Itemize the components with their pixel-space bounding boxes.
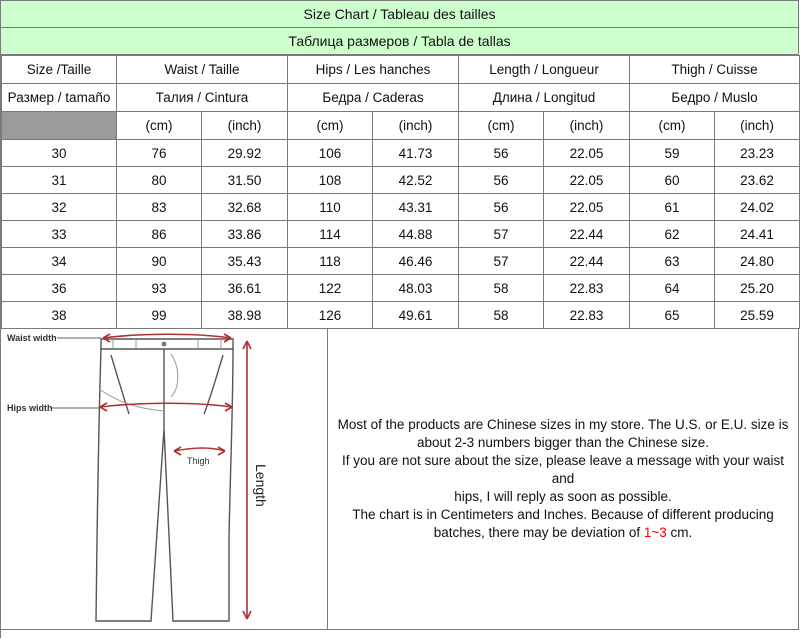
waist-arrow-icon (103, 334, 231, 342)
length-label: Length (253, 464, 269, 507)
size-notes (328, 329, 798, 629)
table-cell: 24.41 (715, 221, 800, 248)
hips-header: Hips / Les hanches (288, 56, 459, 84)
table-cell: 86 (117, 221, 202, 248)
table-cell: 126 (288, 302, 373, 329)
table-cell: 22.05 (544, 194, 630, 221)
table-cell: 38.98 (202, 302, 288, 329)
table-cell: 32.68 (202, 194, 288, 221)
table-cell: 31.50 (202, 167, 288, 194)
header-row-1 (2, 56, 800, 84)
table-cell: 24.02 (715, 194, 800, 221)
title-line-2: Таблица размеров / Tabla de tallas (1, 28, 799, 55)
table-row (2, 167, 800, 194)
table-cell: 93 (117, 275, 202, 302)
note-line: Most of the products are Chinese sizes in my store. The U.S. or E.U. size is (337, 417, 789, 432)
length-header-alt: Длина / Longitud (459, 84, 630, 112)
table-cell: 62 (630, 221, 715, 248)
table-cell: 61 (630, 194, 715, 221)
thigh-unit-cm: (cm) (630, 112, 715, 140)
table-cell: 59 (630, 140, 715, 167)
table-cell: 48.03 (373, 275, 459, 302)
table-row (2, 140, 800, 167)
table-cell: 106 (288, 140, 373, 167)
table-row (2, 221, 800, 248)
size-cell: 36 (2, 275, 117, 302)
table-row (2, 194, 800, 221)
bottom-section (1, 329, 799, 630)
table-cell: 22.83 (544, 275, 630, 302)
thigh-unit-inch: (inch) (715, 112, 800, 140)
table-cell: 36.61 (202, 275, 288, 302)
hips-unit-inch: (inch) (373, 112, 459, 140)
pants-measurement-diagram (1, 329, 328, 629)
thigh-arrow-icon (174, 447, 225, 455)
note-line: hips, I will reply as soon as possible. (454, 489, 672, 504)
thigh-label: Thigh (187, 456, 210, 466)
table-cell: 80 (117, 167, 202, 194)
deviation-value: 1~3 (643, 525, 667, 540)
table-cell: 23.62 (715, 167, 800, 194)
size-cell: 38 (2, 302, 117, 329)
table-cell: 83 (117, 194, 202, 221)
header-row-2 (2, 84, 800, 112)
table-cell: 22.83 (544, 302, 630, 329)
unit-row (2, 112, 800, 140)
grey-unit-cell (2, 112, 117, 140)
size-table (1, 55, 800, 329)
table-cell: 76 (117, 140, 202, 167)
button-icon (162, 342, 167, 347)
note-line: The chart is in Centimeters and Inches. Because of different producing (352, 507, 774, 522)
table-cell: 41.73 (373, 140, 459, 167)
table-cell: 90 (117, 248, 202, 275)
table-cell: 108 (288, 167, 373, 194)
table-cell: 99 (117, 302, 202, 329)
pants-outline (96, 339, 233, 621)
waist-unit-cm: (cm) (117, 112, 202, 140)
thigh-header: Thigh / Cuisse (630, 56, 800, 84)
note-line: about 2-3 numbers bigger than the Chinese size. (417, 435, 709, 450)
table-row (2, 275, 800, 302)
note-line: If you are not sure about the size, please leave a message with your waist and (342, 453, 784, 486)
waist-header-alt: Талия / Cintura (117, 84, 288, 112)
note-line-deviation (332, 524, 794, 542)
table-row (2, 248, 800, 275)
size-header: Size /Taille (2, 56, 117, 84)
table-cell: 56 (459, 140, 544, 167)
table-cell: 25.59 (715, 302, 800, 329)
table-cell: 63 (630, 248, 715, 275)
length-arrow-icon (243, 341, 251, 619)
table-cell: 49.61 (373, 302, 459, 329)
table-cell: 33.86 (202, 221, 288, 248)
table-cell: 35.43 (202, 248, 288, 275)
title-line-1: Size Chart / Tableau des tailles (1, 1, 799, 28)
table-row (2, 302, 800, 329)
table-cell: 65 (630, 302, 715, 329)
table-cell: 57 (459, 221, 544, 248)
thigh-header-alt: Бедро / Muslo (630, 84, 800, 112)
table-cell: 60 (630, 167, 715, 194)
table-cell: 56 (459, 194, 544, 221)
length-unit-inch: (inch) (544, 112, 630, 140)
table-cell: 56 (459, 167, 544, 194)
table-cell: 57 (459, 248, 544, 275)
size-header-alt: Размер / tamaño (2, 84, 117, 112)
table-cell: 64 (630, 275, 715, 302)
waist-unit-inch: (inch) (202, 112, 288, 140)
table-cell: 110 (288, 194, 373, 221)
table-cell: 44.88 (373, 221, 459, 248)
size-cell: 34 (2, 248, 117, 275)
table-cell: 42.52 (373, 167, 459, 194)
size-cell: 31 (2, 167, 117, 194)
table-cell: 46.46 (373, 248, 459, 275)
table-cell: 43.31 (373, 194, 459, 221)
table-cell: 23.23 (715, 140, 800, 167)
table-cell: 24.80 (715, 248, 800, 275)
hips-width-label: Hips width (7, 403, 53, 413)
size-cell: 33 (2, 221, 117, 248)
table-cell: 25.20 (715, 275, 800, 302)
waist-header: Waist / Taille (117, 56, 288, 84)
hips-arrow-icon (100, 403, 232, 411)
hips-unit-cm: (cm) (288, 112, 373, 140)
length-header: Length / Longueur (459, 56, 630, 84)
table-cell: 22.05 (544, 167, 630, 194)
hips-header-alt: Бедра / Caderas (288, 84, 459, 112)
table-cell: 114 (288, 221, 373, 248)
table-cell: 118 (288, 248, 373, 275)
size-cell: 32 (2, 194, 117, 221)
table-cell: 22.44 (544, 248, 630, 275)
table-cell: 58 (459, 302, 544, 329)
pants-illustration (1, 329, 327, 629)
table-cell: 122 (288, 275, 373, 302)
size-cell: 30 (2, 140, 117, 167)
deviation-prefix: batches, there may be deviation of (433, 525, 644, 540)
table-cell: 29.92 (202, 140, 288, 167)
waist-width-label: Waist width (7, 333, 57, 343)
table-cell: 58 (459, 275, 544, 302)
table-cell: 22.44 (544, 221, 630, 248)
deviation-suffix: cm. (666, 525, 693, 540)
table-cell: 22.05 (544, 140, 630, 167)
length-unit-cm: (cm) (459, 112, 544, 140)
